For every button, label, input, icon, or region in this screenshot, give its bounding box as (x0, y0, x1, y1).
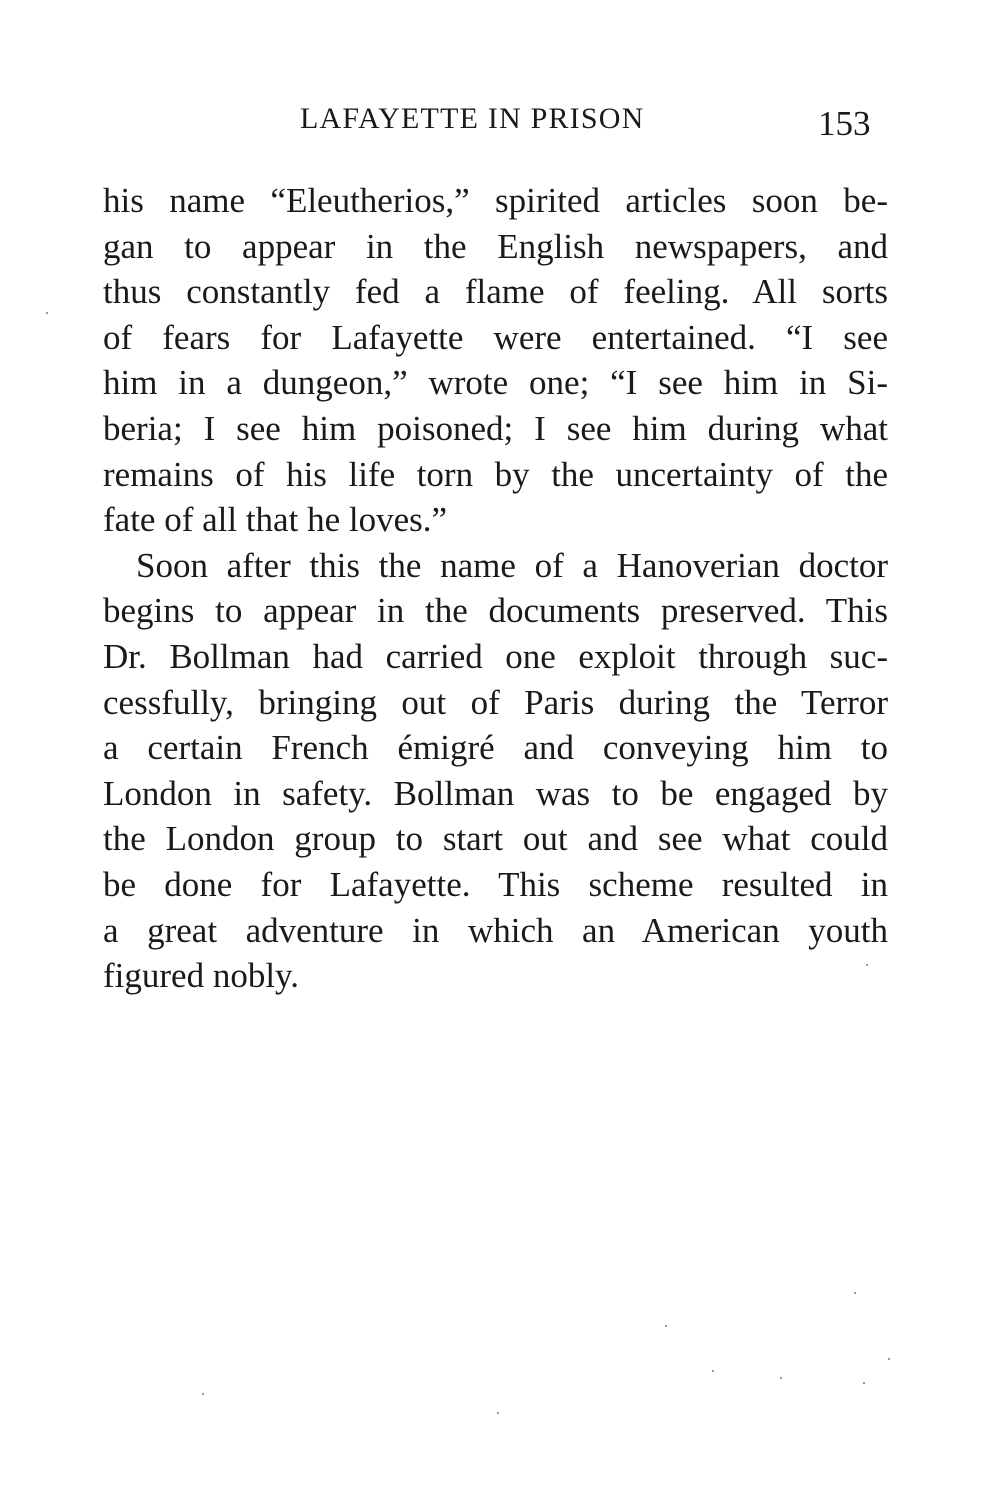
text-line: begins to appear in the documents preserved. This (103, 591, 888, 631)
text-line: cessfully, bringing out of Paris during the Terror (103, 682, 888, 722)
scan-speck (497, 1412, 499, 1414)
text-line: a certain French émigré and conveying him to (103, 728, 888, 768)
scan-speck (712, 1370, 714, 1372)
paragraph-1 (103, 178, 888, 543)
text-line: the London group to start out and see what could (103, 819, 888, 859)
text-line: of fears for Lafayette were entertained. “I see (103, 317, 888, 357)
text-line: London in safety. Bollman was to be engaged by (103, 773, 888, 813)
scan-speck (854, 1292, 856, 1294)
running-head (0, 102, 1000, 146)
text-line: his name “Eleutherios,” spirited articles soon be- (103, 181, 888, 220)
text-line: Soon after this the name of a Hanoverian doctor (136, 545, 888, 585)
text-line: gan to appear in the English newspapers, and (103, 226, 888, 266)
scan-speck (780, 1377, 782, 1379)
page-number: 153 (818, 104, 871, 143)
text-line: fate of all that he loves.” (103, 500, 448, 540)
scan-speck (202, 1393, 204, 1395)
text-line: him in a dungeon,” wrote one; “I see him in Si- (103, 363, 888, 403)
text-line: figured nobly. (103, 956, 300, 996)
scan-speck (863, 1382, 865, 1384)
text-line: be done for Lafayette. This scheme resulted in (103, 864, 888, 904)
text-line: remains of his life torn by the uncertainty of the (103, 454, 888, 494)
text-line: thus constantly fed a flame of feeling. All sorts (103, 272, 888, 312)
paragraph-2 (103, 543, 888, 999)
running-title: LAFAYETTE IN PRISON (300, 102, 645, 135)
text-line: a great adventure in which an American youth (103, 910, 888, 950)
text-line: Dr. Bollman had carried one exploit through suc- (103, 636, 888, 676)
text-line: beria; I see him poisoned; I see him during what (103, 408, 888, 448)
scan-speck (866, 964, 868, 966)
body-text (103, 178, 888, 999)
scan-speck (888, 1358, 890, 1360)
scan-speck (46, 312, 48, 314)
scan-speck (665, 1325, 667, 1327)
